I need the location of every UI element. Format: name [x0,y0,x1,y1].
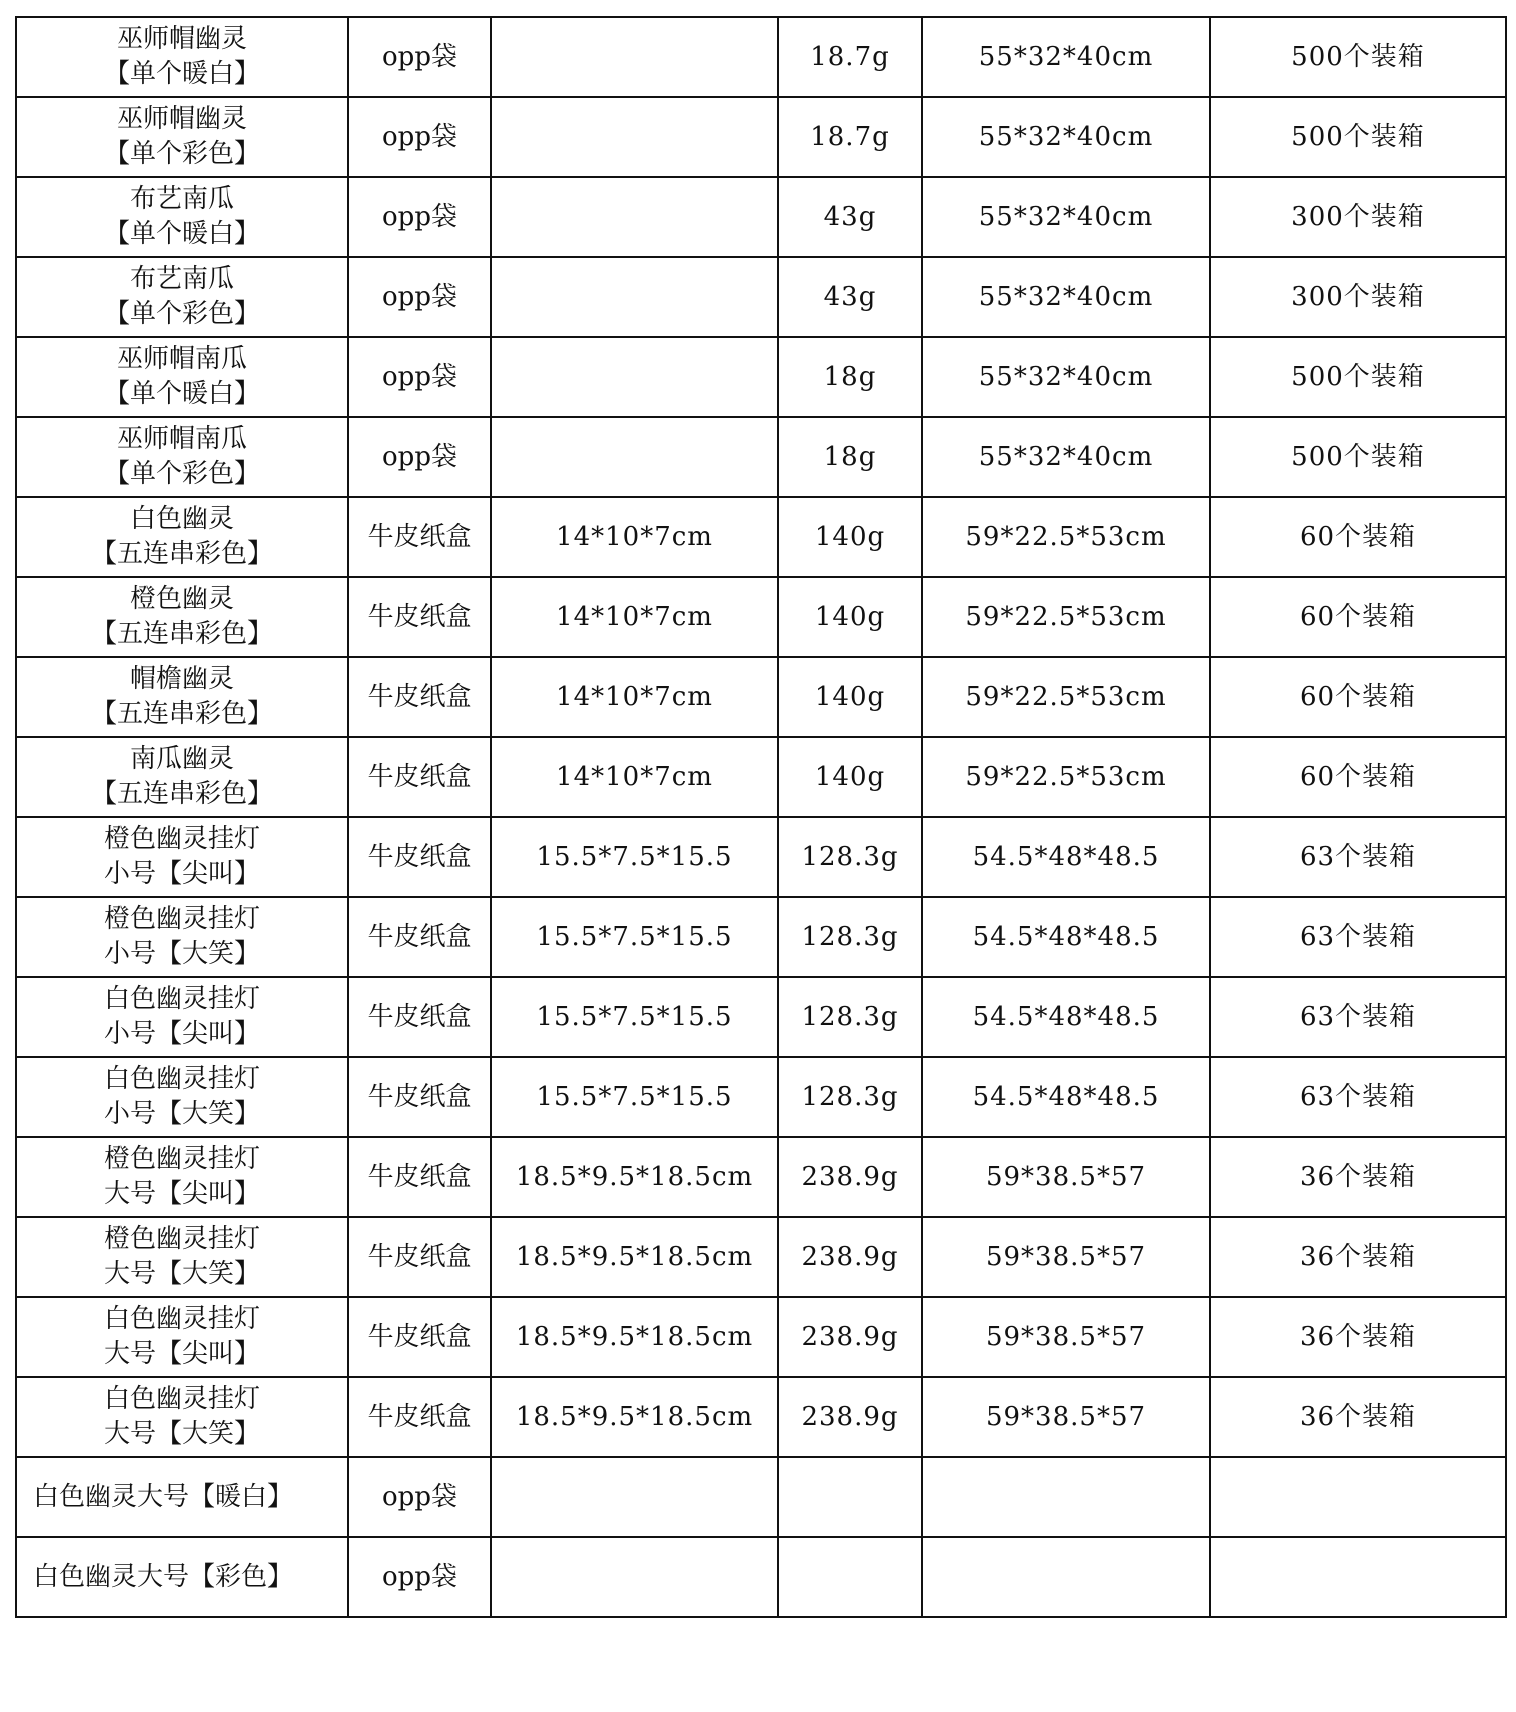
product-name-cell [16,97,348,177]
carton-quantity-cell: 500个装箱 [1210,417,1506,497]
package-type-cell: opp袋 [348,1537,491,1617]
package-type-cell: opp袋 [348,177,491,257]
package-type-cell: 牛皮纸盒 [348,1297,491,1377]
weight-cell: 238.9g [778,1297,922,1377]
carton-size-cell: 59*22.5*53cm [922,577,1210,657]
package-type-cell: 牛皮纸盒 [348,1377,491,1457]
product-name-cell [16,1297,348,1377]
box-size-cell [491,417,778,497]
product-name-line: 巫师帽幽灵 [116,24,247,54]
box-size-cell: 18.5*9.5*18.5cm [491,1217,778,1297]
product-name-cell [16,177,348,257]
table-row [16,497,1506,577]
carton-quantity-cell: 36个装箱 [1210,1297,1506,1377]
table-row [16,1377,1506,1457]
carton-size-cell: 59*38.5*57 [922,1217,1210,1297]
product-name-cell [16,1377,348,1457]
table-row [16,257,1506,337]
package-type-cell: 牛皮纸盒 [348,817,491,897]
table-row [16,657,1506,737]
product-name-line: 小号【尖叫】 [103,1019,260,1049]
box-size-cell [491,1537,778,1617]
product-name-cell [16,897,348,977]
product-name-line: 小号【尖叫】 [103,859,260,889]
product-name-line: 【单个暖白】 [103,219,260,249]
product-name-cell [16,1537,348,1617]
carton-quantity-cell: 300个装箱 [1210,257,1506,337]
carton-quantity-cell: 500个装箱 [1210,17,1506,97]
carton-quantity-cell: 60个装箱 [1210,657,1506,737]
box-size-cell [491,97,778,177]
product-name-line: 橙色幽灵挂灯 [103,1144,260,1174]
box-size-cell: 15.5*7.5*15.5 [491,817,778,897]
product-name-line: 白色幽灵挂灯 [103,1064,260,1094]
table-row [16,17,1506,97]
product-name-line: 大号【尖叫】 [103,1339,260,1369]
box-size-cell [491,17,778,97]
table-row [16,1217,1506,1297]
weight-cell: 43g [778,177,922,257]
carton-size-cell: 59*22.5*53cm [922,497,1210,577]
box-size-cell [491,1457,778,1537]
product-name-line: 【单个彩色】 [103,299,260,329]
carton-quantity-cell: 500个装箱 [1210,337,1506,417]
box-size-cell: 18.5*9.5*18.5cm [491,1377,778,1457]
weight-cell: 128.3g [778,1057,922,1137]
carton-quantity-cell [1210,1537,1506,1617]
weight-cell: 238.9g [778,1377,922,1457]
package-type-cell: 牛皮纸盒 [348,1057,491,1137]
product-name-line: 橙色幽灵挂灯 [103,904,260,934]
weight-cell: 43g [778,257,922,337]
package-type-cell: 牛皮纸盒 [348,577,491,657]
table-row [16,577,1506,657]
carton-quantity-cell: 63个装箱 [1210,817,1506,897]
product-name-line: 【五连串彩色】 [90,779,273,809]
product-name-line: 白色幽灵大号【暖白】 [33,1481,294,1512]
table-row [16,817,1506,897]
carton-size-cell: 59*22.5*53cm [922,737,1210,817]
product-name-line: 橙色幽灵挂灯 [103,824,260,854]
carton-size-cell: 55*32*40cm [922,17,1210,97]
carton-size-cell: 59*22.5*53cm [922,657,1210,737]
carton-size-cell: 54.5*48*48.5 [922,817,1210,897]
product-name-cell [16,737,348,817]
package-type-cell: 牛皮纸盒 [348,657,491,737]
weight-cell: 238.9g [778,1217,922,1297]
product-name-line: 布艺南瓜 [129,184,234,214]
product-name-line: 白色幽灵大号【彩色】 [33,1561,294,1592]
product-name-cell [16,1217,348,1297]
table-row [16,97,1506,177]
weight-cell: 140g [778,657,922,737]
package-type-cell: opp袋 [348,337,491,417]
package-type-cell: opp袋 [348,17,491,97]
package-type-cell: opp袋 [348,257,491,337]
carton-quantity-cell: 63个装箱 [1210,897,1506,977]
weight-cell: 18.7g [778,17,922,97]
product-name-line: 白色幽灵挂灯 [103,1384,260,1414]
weight-cell: 18g [778,417,922,497]
carton-size-cell: 54.5*48*48.5 [922,977,1210,1057]
product-name-cell [16,17,348,97]
carton-quantity-cell: 36个装箱 [1210,1217,1506,1297]
carton-quantity-cell: 60个装箱 [1210,737,1506,817]
packing-spec-table [15,16,1507,1618]
product-name-line: 布艺南瓜 [129,264,234,294]
product-name-line: 【单个暖白】 [103,59,260,89]
product-name-cell [16,417,348,497]
product-name-line: 【五连串彩色】 [90,699,273,729]
package-type-cell: 牛皮纸盒 [348,977,491,1057]
product-name-line: 【单个暖白】 [103,379,260,409]
product-name-line: 巫师帽南瓜 [116,424,247,454]
table-row [16,1537,1506,1617]
product-name-cell [16,1137,348,1217]
box-size-cell [491,177,778,257]
box-size-cell [491,337,778,417]
box-size-cell: 14*10*7cm [491,497,778,577]
product-name-line: 小号【大笑】 [103,1099,260,1129]
carton-size-cell: 55*32*40cm [922,417,1210,497]
table-row [16,977,1506,1057]
carton-size-cell: 55*32*40cm [922,177,1210,257]
table-row [16,337,1506,417]
carton-size-cell: 55*32*40cm [922,337,1210,417]
product-name-cell [16,1057,348,1137]
box-size-cell: 15.5*7.5*15.5 [491,977,778,1057]
weight-cell: 18.7g [778,97,922,177]
product-name-line: 【单个彩色】 [103,139,260,169]
product-name-cell [16,977,348,1057]
product-name-line: 白色幽灵 [129,504,234,534]
package-type-cell: 牛皮纸盒 [348,497,491,577]
weight-cell [778,1457,922,1537]
carton-quantity-cell: 63个装箱 [1210,977,1506,1057]
table-row [16,1137,1506,1217]
carton-quantity-cell: 500个装箱 [1210,97,1506,177]
carton-size-cell: 55*32*40cm [922,97,1210,177]
product-name-line: 大号【大笑】 [103,1259,260,1289]
product-name-cell [16,657,348,737]
product-name-cell [16,1457,348,1537]
product-name-line: 白色幽灵挂灯 [103,984,260,1014]
carton-quantity-cell: 60个装箱 [1210,497,1506,577]
product-name-cell [16,337,348,417]
product-name-line: 小号【大笑】 [103,939,260,969]
carton-quantity-cell: 36个装箱 [1210,1377,1506,1457]
weight-cell: 128.3g [778,817,922,897]
box-size-cell [491,257,778,337]
weight-cell: 128.3g [778,897,922,977]
table-row [16,1457,1506,1537]
carton-quantity-cell: 60个装箱 [1210,577,1506,657]
weight-cell: 140g [778,577,922,657]
box-size-cell: 15.5*7.5*15.5 [491,897,778,977]
box-size-cell: 14*10*7cm [491,657,778,737]
box-size-cell: 14*10*7cm [491,737,778,817]
table-row [16,417,1506,497]
package-type-cell: 牛皮纸盒 [348,1137,491,1217]
product-name-line: 【单个彩色】 [103,459,260,489]
product-name-line: 【五连串彩色】 [90,619,273,649]
carton-quantity-cell: 300个装箱 [1210,177,1506,257]
product-name-line: 橙色幽灵挂灯 [103,1224,260,1254]
weight-cell: 238.9g [778,1137,922,1217]
package-type-cell: opp袋 [348,97,491,177]
product-name-line: 大号【尖叫】 [103,1179,260,1209]
carton-quantity-cell [1210,1457,1506,1537]
box-size-cell: 18.5*9.5*18.5cm [491,1297,778,1377]
product-name-line: 大号【大笑】 [103,1419,260,1449]
weight-cell: 140g [778,497,922,577]
package-type-cell: 牛皮纸盒 [348,737,491,817]
weight-cell: 18g [778,337,922,417]
product-name-line: 南瓜幽灵 [129,744,234,774]
package-type-cell: 牛皮纸盒 [348,897,491,977]
weight-cell [778,1537,922,1617]
carton-size-cell: 55*32*40cm [922,257,1210,337]
table-row [16,737,1506,817]
product-name-cell [16,497,348,577]
weight-cell: 140g [778,737,922,817]
table-row [16,897,1506,977]
product-name-cell [16,817,348,897]
carton-size-cell: 59*38.5*57 [922,1297,1210,1377]
box-size-cell: 15.5*7.5*15.5 [491,1057,778,1137]
table-body [16,17,1506,1617]
carton-size-cell: 59*38.5*57 [922,1137,1210,1217]
product-name-line: 橙色幽灵 [129,584,234,614]
carton-quantity-cell: 36个装箱 [1210,1137,1506,1217]
product-name-line: 白色幽灵挂灯 [103,1304,260,1334]
product-name-line: 帽檐幽灵 [129,664,234,694]
carton-size-cell: 54.5*48*48.5 [922,897,1210,977]
carton-size-cell: 54.5*48*48.5 [922,1057,1210,1137]
box-size-cell: 18.5*9.5*18.5cm [491,1137,778,1217]
carton-size-cell [922,1457,1210,1537]
carton-size-cell: 59*38.5*57 [922,1377,1210,1457]
package-type-cell: 牛皮纸盒 [348,1217,491,1297]
weight-cell: 128.3g [778,977,922,1057]
box-size-cell: 14*10*7cm [491,577,778,657]
carton-size-cell [922,1537,1210,1617]
carton-quantity-cell: 63个装箱 [1210,1057,1506,1137]
package-type-cell: opp袋 [348,417,491,497]
table-row [16,177,1506,257]
table-row [16,1297,1506,1377]
product-name-cell [16,577,348,657]
product-name-line: 巫师帽幽灵 [116,104,247,134]
package-type-cell: opp袋 [348,1457,491,1537]
product-name-line: 巫师帽南瓜 [116,344,247,374]
product-name-line: 【五连串彩色】 [90,539,273,569]
table-row [16,1057,1506,1137]
product-name-cell [16,257,348,337]
